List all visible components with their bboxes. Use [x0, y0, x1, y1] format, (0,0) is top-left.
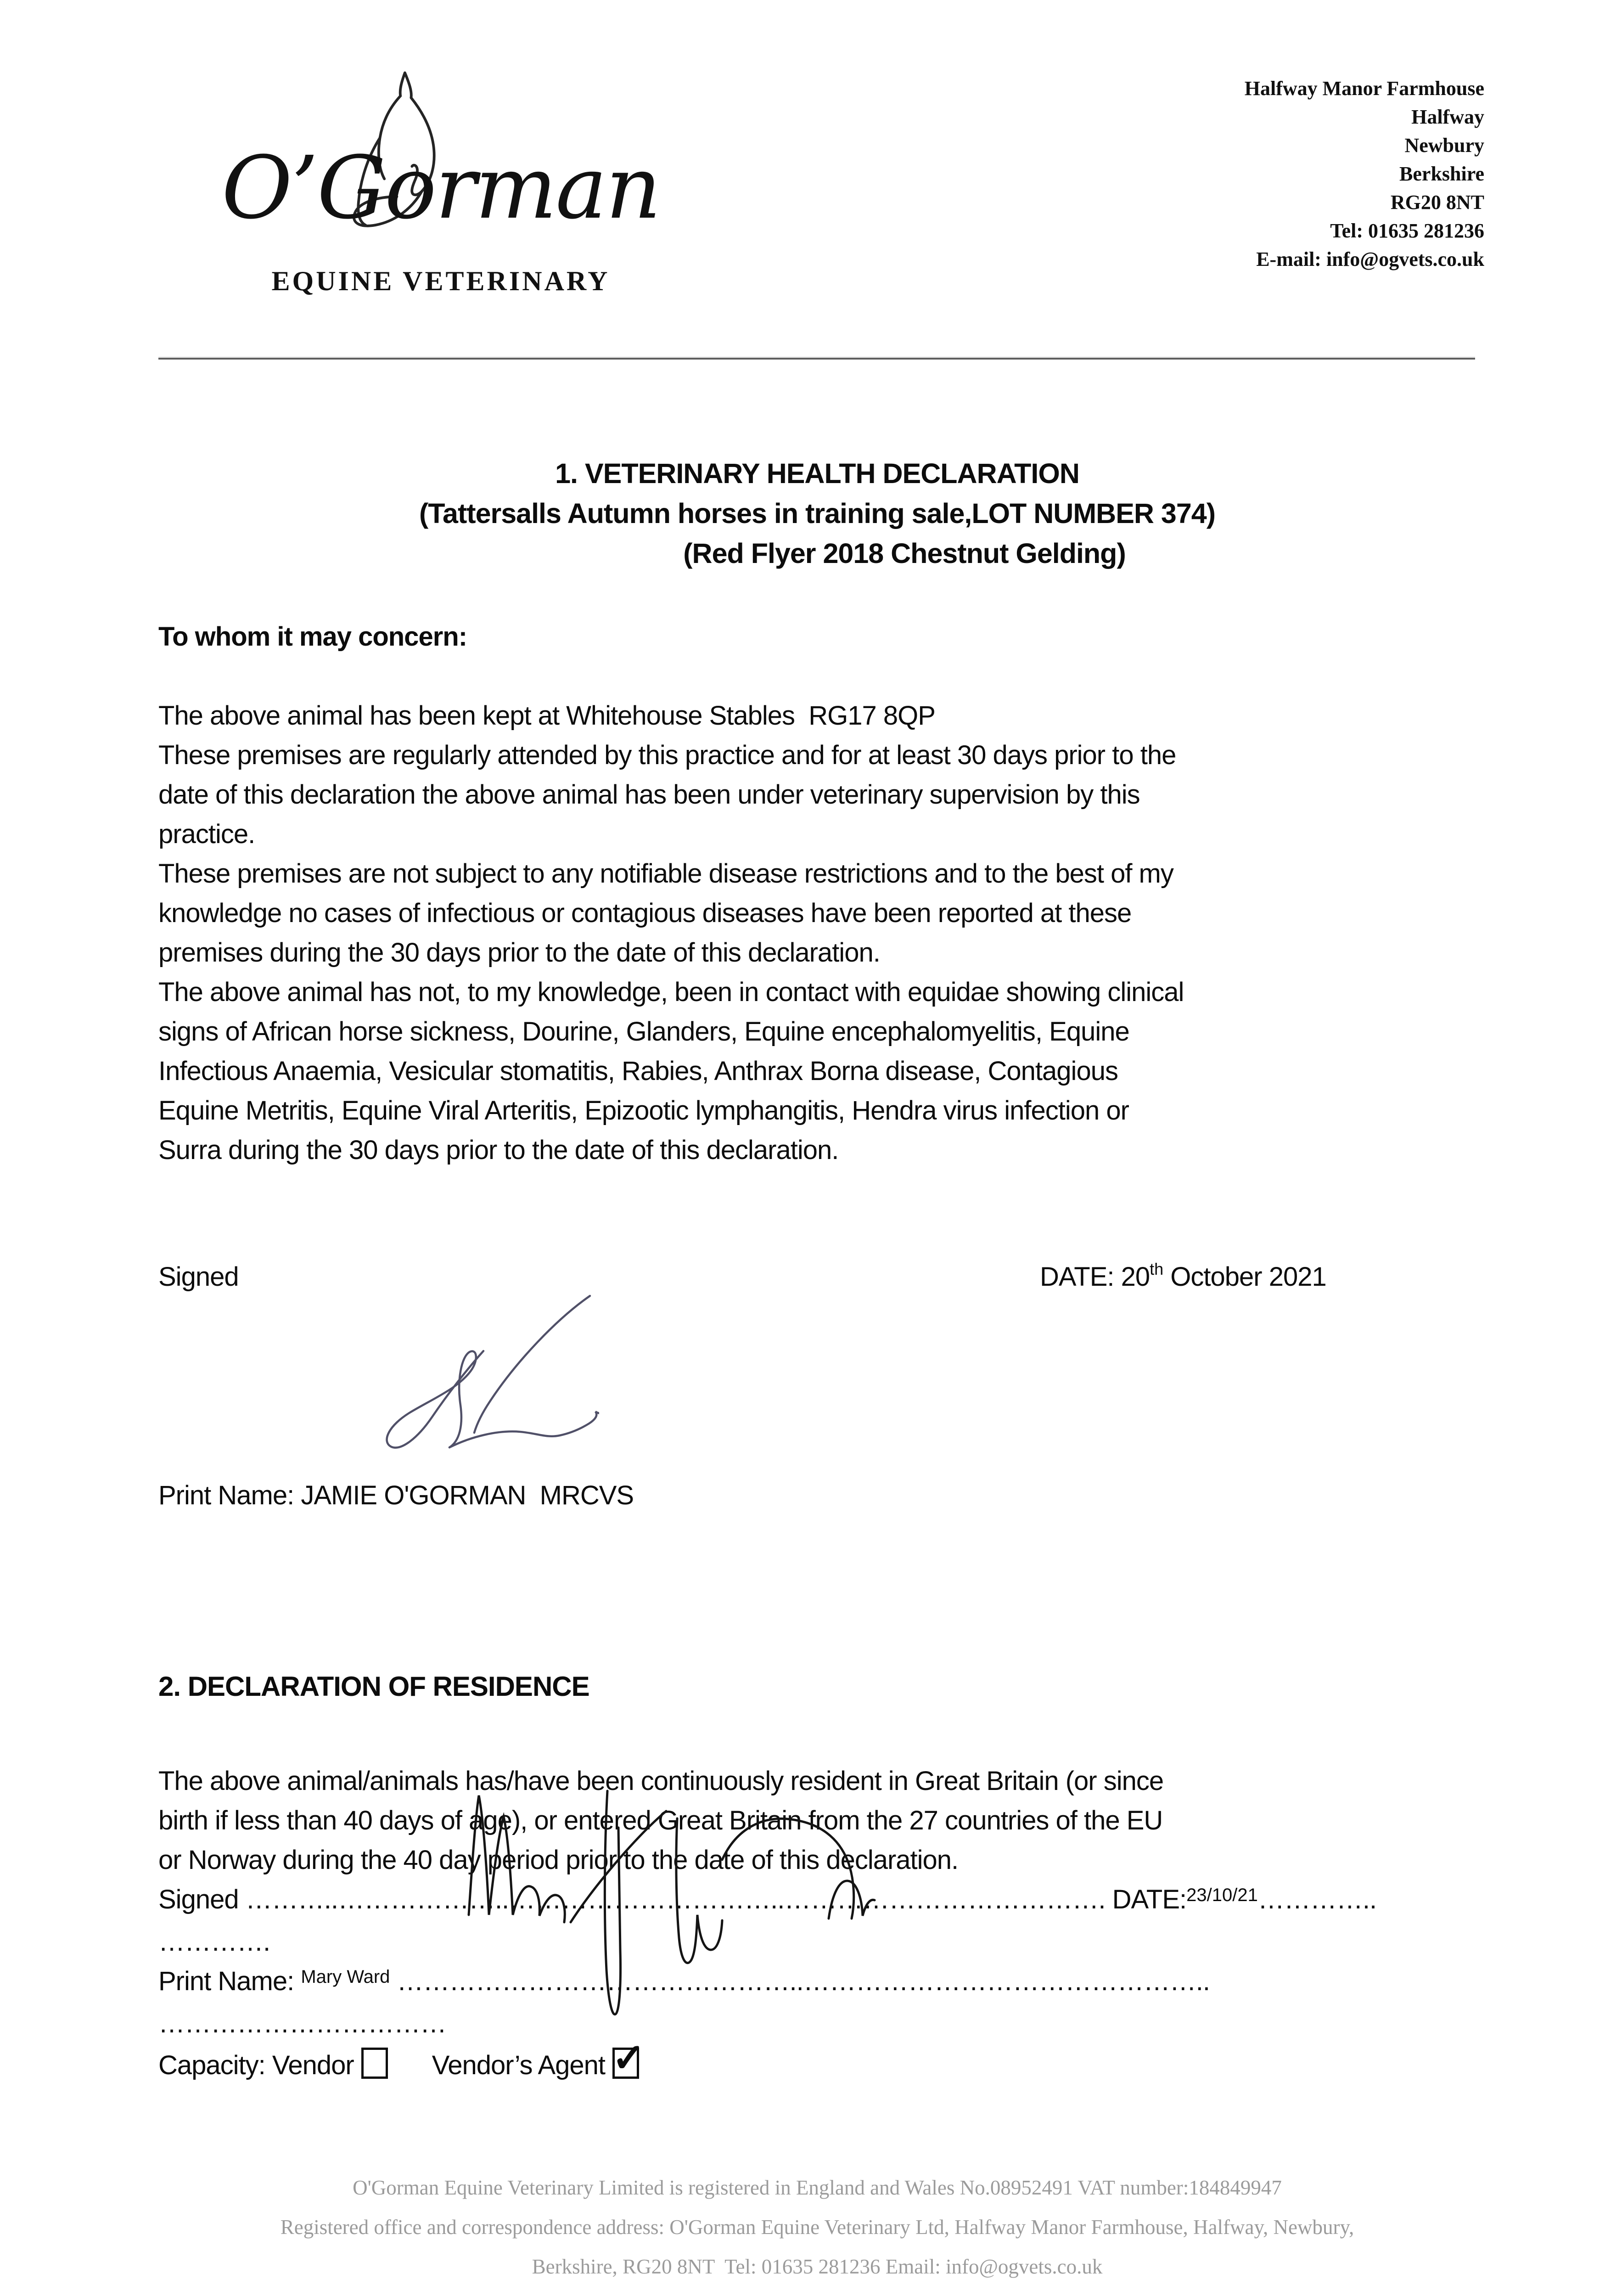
date-label: DATE:	[1105, 1885, 1187, 1914]
body-line: The above animal has not, to my knowledge, been in contact with equidae showing clinical	[158, 977, 1184, 1007]
signed-label: Signed	[158, 1885, 246, 1914]
check-icon: ✓	[612, 2036, 645, 2080]
vendors-agent-label: Vendor’s Agent	[432, 2050, 606, 2080]
section1-paragraphs	[158, 696, 1476, 1170]
practice-logo	[197, 69, 684, 326]
address-line: Halfway	[1411, 106, 1484, 128]
title-line: (Red Flyer 2018 Chestnut Gelding)	[683, 538, 1126, 569]
address-line: Tel: 01635 281236	[1330, 219, 1484, 242]
address-line: E-mail: info@ogvets.co.uk	[1256, 248, 1484, 270]
date-rest: October 2021	[1163, 1262, 1326, 1292]
body-line: Surra during the 30 days prior to the date of this declaration.	[158, 1135, 839, 1165]
vet-signature-area	[158, 1301, 1476, 1444]
body-line: premises during the 30 days prior to the date of this declaration.	[158, 938, 880, 968]
body-line: or Norway during the 40 day period prior to the date of this declaration.	[158, 1845, 959, 1875]
section2-paragraph	[158, 1761, 1476, 1880]
footer-line: Berkshire, RG20 8NT Tel: 01635 281236 Email: info@ogvets.co.uk	[532, 2255, 1103, 2278]
date-prefix: DATE: 20	[1040, 1262, 1150, 1292]
print-line-overflow-dots: ……………………………	[158, 2009, 446, 2038]
section1-date	[1040, 1257, 1326, 1300]
body-line: These premises are not subject to any notifiable disease restrictions and to the best of my	[158, 859, 1173, 889]
document-body	[0, 454, 1622, 2286]
capacity-line	[158, 2036, 1476, 2088]
footer-line: Registered office and correspondence address: O'Gorman Equine Veterinary Ltd, Halfway Manor Farmhouse, Halfway, Newbury,	[280, 2216, 1354, 2239]
registration-footer	[158, 2168, 1476, 2286]
body-line: Infectious Anaemia, Vesicular stomatitis, Rabies, Anthrax Borna disease, Contagious	[158, 1056, 1118, 1086]
header-divider	[158, 356, 1475, 360]
body-line: The above animal has been kept at Whitehouse Stables RG17 8QP	[158, 701, 935, 731]
body-line: Equine Metritis, Equine Viral Arteritis, Epizootic lymphangitis, Hendra virus infection or	[158, 1096, 1129, 1125]
letterhead	[0, 0, 1622, 326]
body-line: knowledge no cases of infectious or contagious diseases have been reported at these	[158, 898, 1132, 928]
body-line: practice.	[158, 819, 255, 849]
section2	[158, 1667, 1476, 2088]
body-line: signs of African horse sickness, Dourine, Glanders, Equine encephalomyelitis, Equine	[158, 1017, 1129, 1047]
signed-line-overflow-dots: ………….	[158, 1927, 270, 1957]
section2-print-line	[158, 1962, 1476, 2004]
practice-name: O’Gorman	[221, 138, 660, 238]
body-line: The above animal/animals has/have been continuously resident in Great Britain (or since	[158, 1766, 1164, 1796]
practice-tagline: EQUINE VETERINARY	[271, 266, 610, 296]
section1-signed-row	[158, 1257, 1476, 1297]
vendor-checkbox	[361, 2048, 388, 2079]
capacity-label: Capacity: Vendor	[158, 2050, 354, 2080]
address-line: Halfway Manor Farmhouse	[1244, 77, 1484, 100]
vendors-agent-checkbox	[612, 2036, 645, 2080]
title-line: 1. VETERINARY HEALTH DECLARATION	[555, 458, 1079, 489]
body-line: date of this declaration the above animal has been under veterinary supervision by this	[158, 780, 1140, 810]
print-dotted-line: ………………………………………..………………………………………..	[397, 1966, 1210, 1996]
section2-signed-line	[158, 1880, 1476, 1922]
date-ordinal-suffix: th	[1150, 1260, 1164, 1278]
body-line: birth if less than 40 days of age), or entered Great Britain from the 27 countries of the EU	[158, 1806, 1163, 1835]
signed-label: Signed	[158, 1262, 239, 1292]
address-line: Newbury	[1404, 134, 1484, 157]
typed-print-name: Mary Ward	[301, 1967, 390, 1987]
footer-line: O'Gorman Equine Veterinary Limited is registered in England and Wales No.08952491 VAT number:184849947	[353, 2176, 1282, 2199]
vet-print-name: Print Name: JAMIE O'GORMAN MRCVS	[158, 1480, 634, 1510]
vet-signature	[342, 1292, 599, 1453]
body-line: These premises are regularly attended by this practice and for at least 30 days prior to the	[158, 740, 1176, 770]
address-line: Berkshire	[1399, 163, 1484, 185]
signed-dotted-line: ………..………………..…………………………..……………………………….	[245, 1885, 1106, 1914]
address-line: RG20 8NT	[1390, 191, 1484, 214]
practice-address	[1245, 69, 1484, 274]
section1-title	[158, 454, 1476, 574]
date-dotted-line: …………..	[1257, 1885, 1377, 1914]
handwritten-date: 23/10/21	[1186, 1885, 1258, 1905]
title-line: (Tattersalls Autumn horses in training sale,LOT NUMBER 374)	[419, 498, 1216, 529]
print-name-label: Print Name:	[158, 1966, 301, 1996]
salutation: To whom it may concern:	[158, 622, 467, 652]
section2-heading: 2. DECLARATION OF RESIDENCE	[158, 1671, 589, 1702]
